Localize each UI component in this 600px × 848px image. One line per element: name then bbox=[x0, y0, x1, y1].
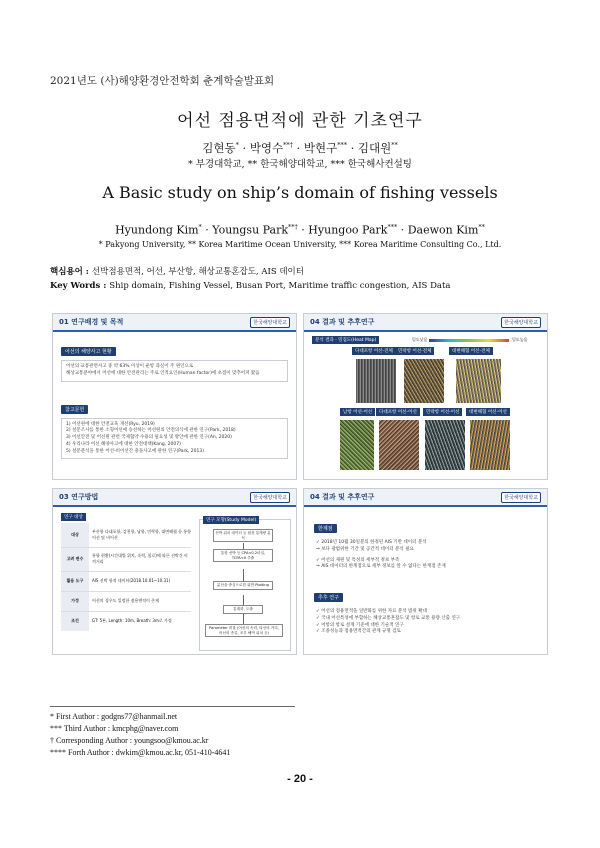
table-row bbox=[61, 547, 191, 571]
row-value: 어선의 경우도 일정한 점용면적이 존재 bbox=[92, 598, 159, 603]
density-scale-bar bbox=[429, 339, 509, 342]
section-tag: 분석 결과 · 밀집도(Heat Map) bbox=[312, 336, 379, 344]
university-logo: 한국해양대학교 bbox=[501, 492, 541, 503]
panel-header bbox=[53, 489, 296, 507]
keywords-korean bbox=[50, 265, 304, 277]
panel-title: 04 결과 및 추후연구 bbox=[310, 318, 375, 326]
process-step: 선박 위치 데이터 등 원천 통계량 분석 bbox=[213, 529, 273, 542]
author-mark: *** bbox=[387, 223, 398, 231]
footnote: *** Third Author : kmcphg@naver.com bbox=[50, 724, 179, 733]
conference-header: 2021년도 (사)해양환경안전학회 춘계학술발표회 bbox=[50, 75, 275, 87]
footnote: **** Forth Author : dwkim@kmou.ac.kr, 051-410-4641 bbox=[50, 748, 231, 757]
english-affiliations: * Pakyong University, ** Korea Maritime Ocean University, *** Korea Maritime Consulting Co., Ltd. bbox=[98, 240, 502, 249]
panel-title: 01 연구배경 및 목적 bbox=[59, 318, 124, 326]
author-mark: * bbox=[198, 223, 202, 231]
keywords-text: Ship domain, Fishing Vessel, Busan Port, Maritime traffic congestion, AIS Data bbox=[109, 281, 451, 291]
author-mark: **† bbox=[288, 223, 298, 231]
english-title: A Basic study on ship’s domain of fishing vessels bbox=[102, 183, 498, 202]
heatmap-image bbox=[470, 420, 510, 470]
flow-arrow bbox=[243, 569, 244, 581]
process-step: 통항 선박 등 CPA<0.2마일, TCPA<0 추출 bbox=[213, 549, 273, 562]
author-name: 박영수 bbox=[249, 141, 284, 155]
future-work-list bbox=[314, 606, 537, 639]
row-key: 조건 bbox=[61, 611, 89, 631]
author-name: Hyundong Kim bbox=[115, 223, 199, 237]
table-row bbox=[61, 571, 191, 591]
keywords-english bbox=[50, 281, 450, 291]
row-key: 대상 bbox=[61, 523, 89, 547]
row-key: 활용 도구 bbox=[61, 571, 89, 591]
accident-summary bbox=[61, 360, 288, 382]
reference-item: 1) 어선원에 대한 안전교육 개선(Ryu, 2019) bbox=[66, 421, 155, 427]
heatmap-label: 민락항 어선-전체 bbox=[395, 347, 434, 355]
summary-line: 어선의 교통관련사고 중 약 63% 이상이 운항 과실이 주 원인으로 bbox=[66, 364, 194, 369]
panel-title: 03 연구방법 bbox=[59, 493, 99, 501]
reference-list bbox=[61, 418, 288, 460]
row-key: 고려 변수 bbox=[61, 547, 89, 571]
heatmap-image bbox=[404, 359, 444, 403]
author-separator: · bbox=[297, 223, 309, 237]
heatmap-image bbox=[340, 420, 374, 470]
poster-panel-background bbox=[52, 313, 297, 480]
poster-panel-results bbox=[303, 313, 548, 480]
process-step: Parameter 비율 (어선의 속력, 타선의 거리, 어선의 종류, 조우 해역 위치 등) bbox=[205, 624, 283, 637]
heatmap-image bbox=[379, 420, 419, 470]
university-logo: 한국해양대학교 bbox=[250, 317, 290, 328]
author-name: Youngsu Park bbox=[212, 223, 289, 237]
keywords-text: 선박점용면적, 어선, 부산항, 해상교통혼잡도, AIS 데이터 bbox=[91, 267, 304, 277]
heatmap-label: 남항 어선-어선 bbox=[340, 408, 375, 416]
scale-high-label: 밀도높음 bbox=[512, 337, 528, 342]
heatmap-label: 민락항 어선-어선 bbox=[423, 408, 462, 416]
process-step: 통계화, 도출 bbox=[223, 605, 263, 614]
limitations-list bbox=[314, 537, 537, 574]
table-row bbox=[61, 611, 191, 631]
row-key: 가정 bbox=[61, 591, 89, 611]
heatmap-label: 대변해협 어선-어선 bbox=[466, 408, 510, 416]
study-target-table bbox=[61, 523, 191, 631]
author-name: Daewon Kim bbox=[407, 223, 479, 237]
university-logo: 한국해양대학교 bbox=[250, 492, 290, 503]
future-item: ✓ 국내 어선특성에 부합하는 해상교통혼잡도 및 항로 교통 용량 산출 연구 bbox=[316, 615, 461, 621]
footnote: * First Author : godgns77@hanmail.net bbox=[50, 712, 178, 721]
reference-item: 4) 우리나라 어선 해양사고에 대한 안전대책(Kang, 2007) bbox=[66, 441, 181, 447]
flow-arrow bbox=[243, 614, 244, 624]
row-value: GT: 5톤, Length: 10m, Breath: 3m로 가정 bbox=[92, 618, 172, 624]
panel-header bbox=[53, 314, 296, 332]
reference-item: 3) 어선안전 및 어선원 관련 국제협약 수용의 필요성 및 방안에 관한 연구(An, 2020) bbox=[66, 435, 232, 440]
page-number: - 20 - bbox=[287, 773, 313, 785]
keywords-label: Key Words : bbox=[50, 281, 110, 291]
heatmap-image bbox=[456, 359, 501, 403]
panel-header bbox=[304, 314, 547, 332]
reference-item: 5) 설문분석을 통한 어선-비어선간 충돌사고에 관한 연구(Park, 2013) bbox=[66, 448, 205, 454]
section-tag: 한계점 bbox=[314, 524, 337, 533]
section-tag: 어선의 해양사고 현황 bbox=[61, 347, 116, 356]
table-row bbox=[61, 523, 191, 547]
author-mark: ** bbox=[391, 141, 398, 150]
author-mark: *** bbox=[337, 141, 347, 150]
summary-line: 해상교통분야에서 어선에 대한 안전관리는 주로 인적요인(Human factor)에 초점이 맞추어져 왔음 bbox=[66, 370, 260, 376]
author-name: 김현동 bbox=[202, 141, 236, 155]
process-step: 분산을 중심으로한 위반 Plotting bbox=[213, 581, 273, 590]
future-item: ✓ 어항의 항로 설계 기준에 대한 기술적 연구 bbox=[316, 622, 404, 628]
keywords-label: 핵심용어 : bbox=[50, 267, 92, 277]
author-separator: · bbox=[238, 141, 250, 155]
heatmap-label: 대변해협 어선-전체 bbox=[449, 347, 493, 355]
row-value: AIS 선박 항적 데이터(2018.10.01~10.31) bbox=[92, 578, 171, 583]
poster-panel-method bbox=[52, 488, 297, 655]
author-separator: · bbox=[346, 141, 358, 155]
english-authors bbox=[0, 223, 600, 237]
korean-affiliations: * 부경대학교, ** 한국해양대학교, *** 한국해사컨설팅 bbox=[187, 159, 412, 170]
scale-low-label: 밀도낮음 bbox=[412, 337, 428, 342]
heatmap-label: 다대포항 어선-전체 bbox=[352, 347, 396, 355]
author-separator: · bbox=[397, 223, 408, 237]
poster-panel-conclusion bbox=[303, 488, 548, 655]
future-item: ✓ 어선의 점용면적을 일반화를 위한 자료 분석 범위 확대 bbox=[316, 609, 427, 614]
future-item: ✓ 조종성능과 점용면적간의 관계 규명 검토 bbox=[316, 629, 401, 635]
section-tag: 참고문헌 bbox=[61, 405, 88, 414]
row-value: 부산항 다대포항, 감천항, 남항, 민락항, 대변해협 등 통항 어선 및 비어선 bbox=[92, 528, 191, 540]
university-logo: 한국해양대학교 bbox=[501, 317, 541, 328]
author-mark: * bbox=[235, 141, 239, 150]
author-mark: ** bbox=[478, 223, 485, 231]
footnote: † Corresponding Author : youngsoo@kmou.ac.kr bbox=[50, 736, 209, 745]
author-mark: **† bbox=[283, 141, 293, 150]
table-row bbox=[61, 591, 191, 611]
panel-header bbox=[304, 489, 547, 507]
author-name: 김대원 bbox=[357, 141, 392, 155]
heatmap-label: 다대포항 어선-어선 bbox=[376, 408, 420, 416]
korean-authors bbox=[0, 140, 600, 156]
heatmap-image bbox=[356, 359, 396, 403]
heatmap-image bbox=[425, 420, 465, 470]
author-separator: · bbox=[292, 141, 304, 155]
section-tag: 연구 모형(Study Model) bbox=[203, 516, 259, 524]
limitation-item: ✓ 2018년 10월 30일분의 한정된 AIS 기반 데이터 분석 bbox=[316, 540, 427, 545]
section-tag: 추후 연구 bbox=[314, 593, 343, 602]
author-separator: · bbox=[201, 223, 213, 237]
limitation-item: ✓ 어선의 제원 및 특성의 세부적 정보 부족 bbox=[316, 557, 400, 563]
limitation-item: ⇒ 보다 광범위한 기간 및 공간적 데이터 분석 필요 bbox=[316, 546, 414, 552]
author-name: 박현구 bbox=[303, 141, 338, 155]
footnote-divider bbox=[50, 706, 295, 707]
panel-title: 04 결과 및 추후연구 bbox=[310, 493, 375, 501]
section-tag: 연구 대상 bbox=[61, 513, 86, 521]
flow-arrow bbox=[243, 595, 244, 605]
reference-item: 2) 설문조사를 통한 소형어선에 승선하는 어선원의 안전의식에 관한 연구(Park, 2018) bbox=[66, 428, 236, 434]
korean-title: 어선 점용면적에 관한 기초연구 bbox=[177, 111, 423, 131]
row-value: 통항 현황(시간대별 위치, 속력, 침로)에 따른 선박간 이격거리 bbox=[92, 553, 188, 564]
limitation-item: ⇒ AIS 데이터의 한계점으로 세부 정보를 알 수 없다는 한계점 존재 bbox=[316, 564, 446, 570]
author-name: Hyungoo Park bbox=[308, 223, 388, 237]
